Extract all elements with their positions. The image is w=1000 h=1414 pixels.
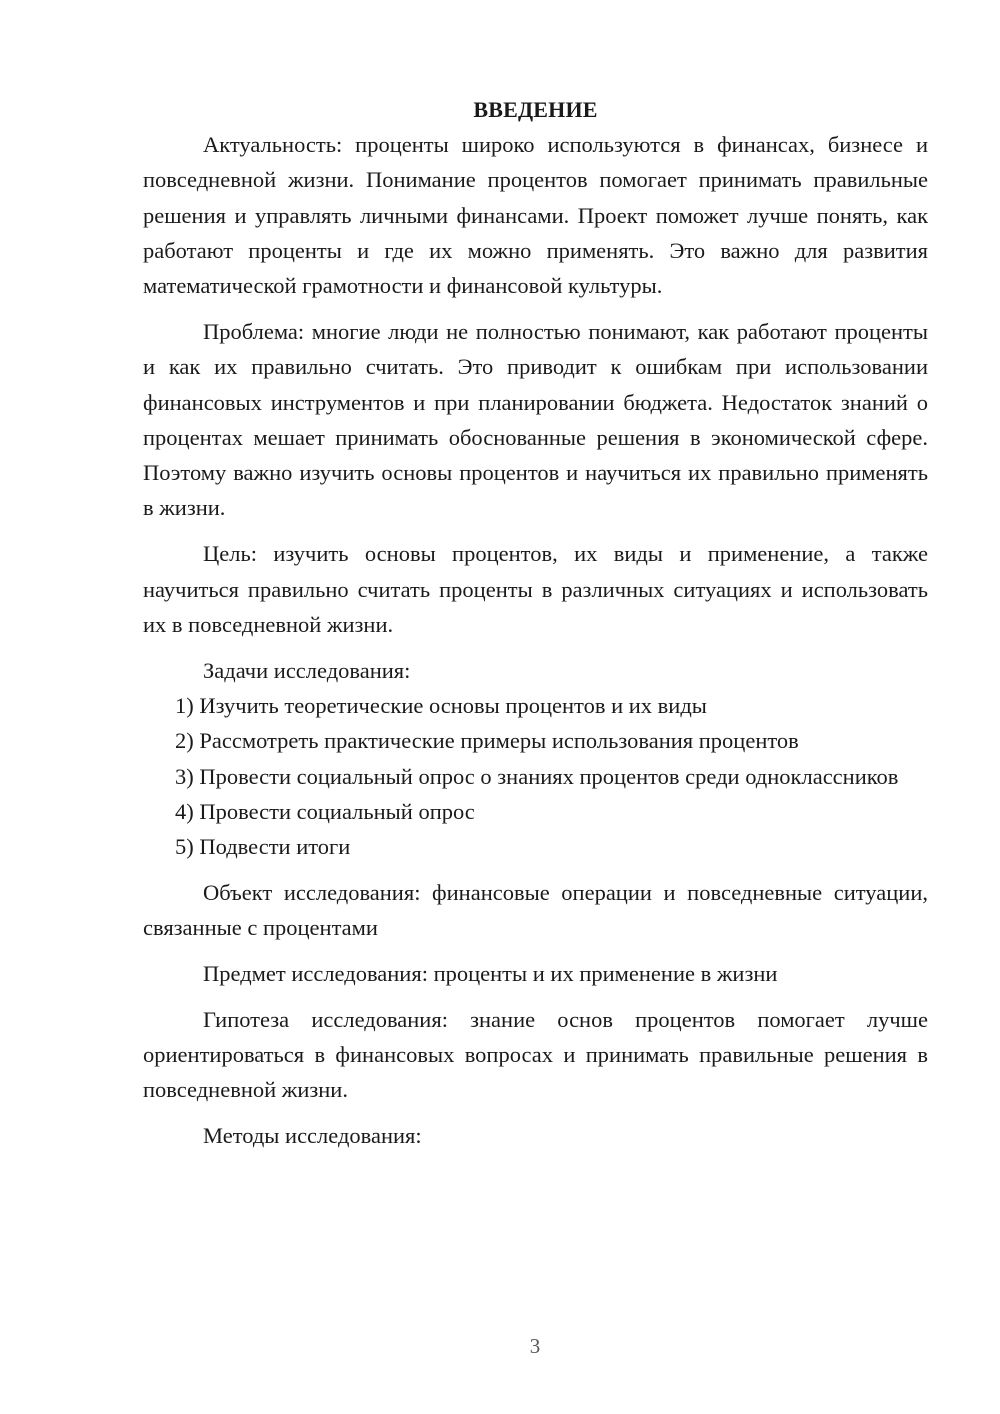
goal-paragraph: Цель: изучить основы процентов, их виды и применение, а также научиться правильно считать проценты в различных ситуациях и использовать их в повседневной жизни. (143, 541, 928, 637)
problem-paragraph: Проблема: многие люди не полностью понимают, как работают проценты и как их правильно считать. Это приводит к ошибкам при использовании финансовых инструментов и при планировании бюджета. Недостаток знаний о процентах мешает принимать обоснованные решения в экономической сфере. Поэтому важно изучить основы процентов и научиться их правильно применять в жизни. (143, 318, 928, 521)
document-page (143, 92, 928, 1154)
subject-paragraph: Предмет исследования: проценты и их применение в жизни (203, 961, 778, 987)
tasks-heading: Задачи исследования: (203, 657, 411, 683)
relevance-paragraph: Актуальность: проценты широко используются в финансах, бизнесе и повседневной жизни. Понимание процентов помогает принимать правильные решения и управлять личными финансами. Проект поможет лучше понять, как работают проценты и где их можно применять. Это важно для развития математической грамотности и финансовой культуры. (143, 132, 928, 299)
page-number: 3 (529, 1334, 541, 1358)
task-item-5: 5) Подвести итоги (175, 834, 351, 860)
task-item-1: 1) Изучить теоретические основы процентов и их виды (175, 692, 707, 718)
hypothesis-paragraph: Гипотеза исследования: знание основ процентов помогает лучше ориентироваться в финансовых вопросах и принимать правильные решения в повседневной жизни. (143, 1006, 928, 1103)
task-item-2: 2) Рассмотреть практические примеры использования процентов (175, 728, 799, 754)
object-paragraph: Объект исследования: финансовые операции и повседневные ситуации, связанные с процентами (143, 879, 928, 941)
task-item-3: 3) Провести социальный опрос о знаниях процентов среди одноклассников (175, 763, 899, 789)
section-title: ВВЕДЕНИЕ (473, 97, 598, 122)
task-item-4: 4) Провести социальный опрос (175, 798, 475, 824)
methods-paragraph: Методы исследования: (203, 1123, 422, 1149)
